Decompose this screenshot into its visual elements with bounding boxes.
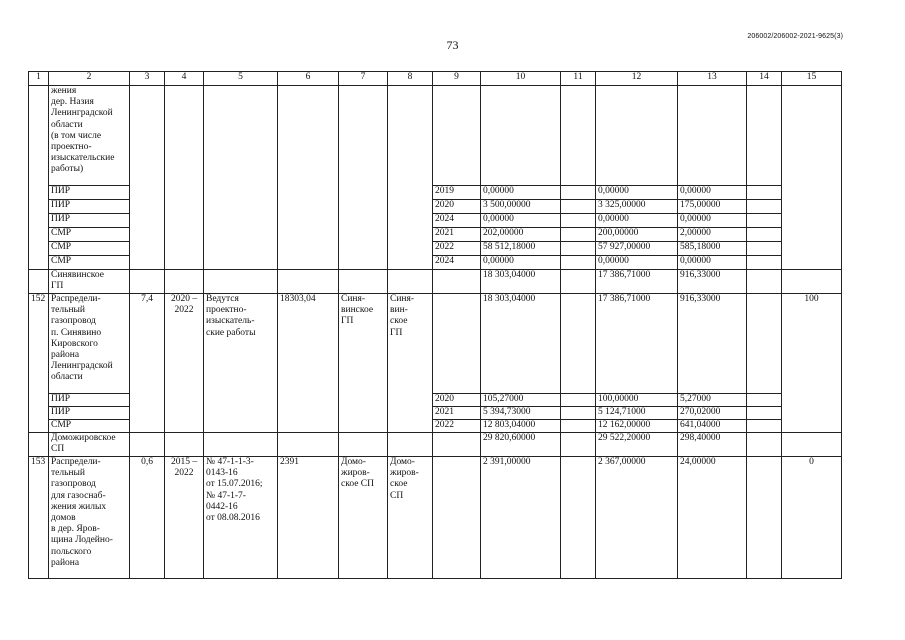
work-type: СМР [49, 420, 130, 433]
table-row [29, 256, 842, 270]
value-cell: 17 386,71000 [596, 270, 678, 294]
value-cell: 5 124,71000 [596, 407, 678, 420]
work-type: ПИР [49, 394, 130, 407]
value-cell: 12 162,00000 [596, 420, 678, 433]
table-row [29, 86, 842, 186]
value-cell: 0,00000 [481, 214, 561, 228]
object-name: Распредели- тельный газопровод п. Синявино Кировского района Ленинградской области [49, 294, 130, 394]
value-cell: 0,00000 [596, 186, 678, 200]
column-numbers-row [29, 72, 842, 86]
value-cell: 2,00000 [678, 228, 747, 242]
table-row [29, 394, 842, 407]
value-cell: 2 367,00000 [596, 457, 678, 579]
col-header: 1 [29, 72, 49, 86]
col-header: 13 [678, 72, 747, 86]
customer-cell: Синя- вин- ское ГП [388, 294, 433, 394]
table-row [29, 420, 842, 433]
col-header: 6 [278, 72, 339, 86]
work-type: СМР [49, 228, 130, 242]
row-number: 152 [29, 294, 49, 394]
table-row [29, 294, 842, 394]
col-header: 9 [433, 72, 481, 86]
value-cell: 24,00000 [678, 457, 747, 579]
value-cell: 585,18000 [678, 242, 747, 256]
value-cell: 2 391,00000 [481, 457, 561, 579]
table-row [29, 242, 842, 256]
period-cell: 2015 – 2022 [165, 457, 204, 579]
municipality-cell: Домо- жиров- ское СП [339, 457, 388, 579]
value-cell: 270,02000 [678, 407, 747, 420]
work-type: СМР [49, 256, 130, 270]
permit-cell: № 47-1-1-3- 0143-16 от 15.07.2016; № 47-1-7- 0442-16 от 08.08.2016 [204, 457, 278, 579]
cost-cell: 18303,04 [278, 294, 339, 394]
percent-cell: 0 [782, 457, 842, 579]
year-cell: 2019 [433, 186, 481, 200]
value-cell: 57 927,00000 [596, 242, 678, 256]
value-cell: 29 820,60000 [481, 433, 561, 457]
value-cell: 916,33000 [678, 270, 747, 294]
value-cell: 0,00000 [481, 256, 561, 270]
col-header: 2 [49, 72, 130, 86]
value-cell: 18 303,04000 [481, 270, 561, 294]
work-type: ПИР [49, 186, 130, 200]
length-cell: 0,6 [130, 457, 165, 579]
subtotal-row [29, 270, 842, 294]
municipality-cell: Синя- винское ГП [339, 294, 388, 394]
value-cell: 105,27000 [481, 394, 561, 407]
object-name: Распредели- тельный газопровод для газоснаб- жения жилых домов в дер. Яров- щина Лодейно- польского района [49, 457, 130, 579]
table-row [29, 407, 842, 420]
year-cell: 2024 [433, 256, 481, 270]
value-cell: 298,40000 [678, 433, 747, 457]
subtotal-row [29, 433, 842, 457]
page-number: 73 [446, 38, 459, 52]
value-cell: 3 325,00000 [596, 200, 678, 214]
value-cell: 0,00000 [481, 186, 561, 200]
value-cell: 18 303,04000 [481, 294, 561, 394]
table-row [29, 186, 842, 200]
table-row [29, 200, 842, 214]
percent-cell: 100 [782, 294, 842, 394]
year-cell: 2022 [433, 242, 481, 256]
value-cell: 916,33000 [678, 294, 747, 394]
table-row [29, 457, 842, 579]
value-cell: 0,00000 [596, 214, 678, 228]
value-cell: 5,27000 [678, 394, 747, 407]
value-cell: 641,04000 [678, 420, 747, 433]
value-cell: 17 386,71000 [596, 294, 678, 394]
year-cell: 2024 [433, 214, 481, 228]
period-cell: 2020 – 2022 [165, 294, 204, 394]
value-cell: 175,00000 [678, 200, 747, 214]
col-header: 10 [481, 72, 561, 86]
value-cell: 5 394,73000 [481, 407, 561, 420]
col-header: 11 [561, 72, 596, 86]
value-cell: 0,00000 [678, 186, 747, 200]
value-cell: 200,00000 [596, 228, 678, 242]
value-cell: 0,00000 [678, 256, 747, 270]
work-type: ПИР [49, 214, 130, 228]
subtotal-name: Доможировское СП [49, 433, 130, 457]
year-cell: 2021 [433, 407, 481, 420]
subtotal-name: Синявинское ГП [49, 270, 130, 294]
col-header: 7 [339, 72, 388, 86]
col-header: 12 [596, 72, 678, 86]
value-cell: 100,00000 [596, 394, 678, 407]
value-cell: 202,00000 [481, 228, 561, 242]
col-header: 8 [388, 72, 433, 86]
finance-table [28, 71, 842, 579]
cost-cell: 2391 [278, 457, 339, 579]
work-type: СМР [49, 242, 130, 256]
col-header: 4 [165, 72, 204, 86]
length-cell: 7,4 [130, 294, 165, 394]
year-cell: 2020 [433, 394, 481, 407]
work-type: ПИР [49, 407, 130, 420]
col-header: 14 [747, 72, 782, 86]
value-cell: 29 522,20000 [596, 433, 678, 457]
table-row [29, 228, 842, 242]
value-cell: 0,00000 [596, 256, 678, 270]
year-cell: 2020 [433, 200, 481, 214]
work-type: ПИР [49, 200, 130, 214]
value-cell: 0,00000 [678, 214, 747, 228]
row-number: 153 [29, 457, 49, 579]
document-code: 206002/206002-2021-9625(3) [747, 33, 843, 40]
col-header: 15 [782, 72, 842, 86]
customer-cell: Домо- жиров- ское СП [388, 457, 433, 579]
value-cell: 3 500,00000 [481, 200, 561, 214]
status-cell: Ведутся проектно- изыскатель- ские работы [204, 294, 278, 394]
table-row [29, 214, 842, 228]
value-cell: 12 803,04000 [481, 420, 561, 433]
object-name: жения дер. Назия Ленинградской области (в том числе проектно- изыскательские работы) [49, 86, 130, 186]
col-header: 3 [130, 72, 165, 86]
year-cell: 2022 [433, 420, 481, 433]
year-cell: 2021 [433, 228, 481, 242]
value-cell: 58 512,18000 [481, 242, 561, 256]
col-header: 5 [204, 72, 278, 86]
